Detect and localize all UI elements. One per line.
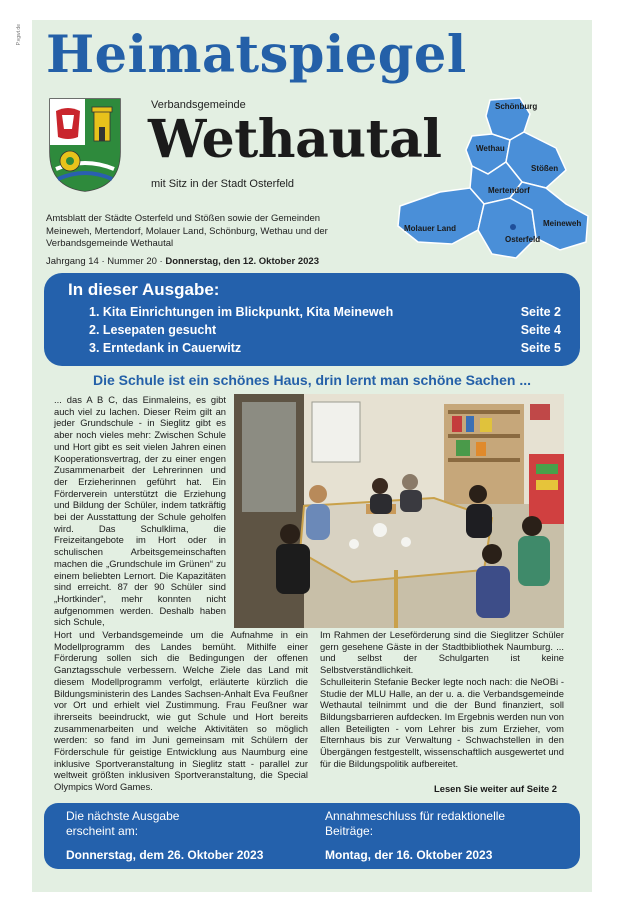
toc-item-page: Seite 2 <box>520 305 561 319</box>
region-map <box>360 92 592 272</box>
association-label: Verbandsgemeinde <box>151 99 246 111</box>
toc-item-page: Seite 4 <box>520 323 561 337</box>
article-column-right <box>320 629 564 769</box>
article-column-wide: Hort und Verbandsgemeinde um die Aufnahme in ein Modellprogramm des Landes bemüht. Mithilfe einer Förderung sollen sich die Bedingungen der offenen Ganztagsschule verbessern. Welche Ziele das Land mit diesem Modellprogramm verfolgt, erläuterte kürzlich die Bildungsministerin des Landes Sachsen-Anhalt Eva Feußner vor Ort und erhielt viel Zustimmung. Frau Feußner war ihrerseits beeindruckt, wie gut Schule und Hort bereits zusammenarbeiten und welche Aktivitäten so möglich werden: so fand im Juni gemeinsam mit Schülern der Förderschule für geistige Entwicklung aus Naumburg eine inklusive Sportveranstaltung in Sieglitz statt - parallel zur weltweit größten inklusiven Sportveranstaltung, die Special Olympics Word Games. <box>54 629 308 793</box>
issue-line <box>46 256 319 267</box>
newspaper-page <box>32 20 592 892</box>
deadline-label: Annahmeschluss für redaktionelle Beiträge: <box>325 809 506 838</box>
next-issue-date: Donnerstag, dem 26. Oktober 2023 <box>66 848 264 862</box>
toc-item-label: 2. Lesepaten gesucht <box>89 323 217 337</box>
toc-item-label: 3. Erntedank in Cauerwitz <box>89 341 242 355</box>
footer-box <box>44 803 580 869</box>
continued-link[interactable]: Lesen Sie weiter auf Seite 2 <box>434 783 557 794</box>
map-label-schoenburg: Schönburg <box>495 102 538 111</box>
toc-item[interactable] <box>89 305 561 319</box>
issue-info: Jahrgang 14 · Nummer 20 · <box>46 256 166 267</box>
municipality-name: Wethautal <box>148 109 442 170</box>
article-paragraph: Im Rahmen der Leseförderung sind die Sieglitzer Schüler gern gesehene Gäste in der Stadtbibliothek Naumburg. ... und selbst der Schulgarten ist keine Selbstverständlichkeit. <box>320 629 564 676</box>
issue-date: Donnerstag, den 12. Oktober 2023 <box>165 256 319 267</box>
map-label-wethau: Wethau <box>476 144 505 153</box>
classroom-photo <box>234 394 564 628</box>
article-headline: Die Schule ist ein schönes Haus, drin lernt man schöne Sachen ... <box>92 372 531 388</box>
amtsblatt-text: Amtsblatt der Städte Osterfeld und Stößen sowie der Gemeinden Meineweh, Mertendorf, Molauer Land, Schönburg, Wethau und der Verbandsgemeinde Wethautal <box>46 213 328 249</box>
map-label-osterfeld: Osterfeld <box>505 235 541 244</box>
toc-item-label: 1. Kita Einrichtungen im Blickpunkt, Kita Meineweh <box>89 305 394 319</box>
map-label-stoessen: Stößen <box>531 164 559 173</box>
map-label-meineweh: Meineweh <box>543 219 582 228</box>
map-label-molauer-land: Molauer Land <box>404 224 457 233</box>
table-of-contents <box>44 273 580 366</box>
masthead-title: Heimatspiegel <box>46 25 467 85</box>
toc-item[interactable] <box>89 323 561 337</box>
toc-title: In dieser Ausgabe: <box>68 280 220 299</box>
deadline-date: Montag, der 16. Oktober 2023 <box>325 848 493 862</box>
toc-item-page: Seite 5 <box>520 341 561 355</box>
article-paragraph: Schulleiterin Stefanie Becker legte noch nach: die NeOBi - Studie der MLU Halle, an der u. a. die Verbandsgemeinde Wethautal teilnimmt und die der Bund finanziert, soll Bildungsbarrieren aufdecken. Im Ergebnis werden nun von allen Beteiligten - vom Lehrer bis zum Erzieher, vom Elternhaus bis zur Verwaltung - Schwachstellen in den Übergängen festgestellt, wissenschaftlich ausgewertet und für die Bildungspolitik aufbereitet. <box>320 675 564 769</box>
map-label-mertendorf: Mertendorf <box>488 186 530 195</box>
coat-of-arms-icon <box>48 97 122 193</box>
seat-label: mit Sitz in der Stadt Osterfeld <box>151 178 295 190</box>
next-issue-label: Die nächste Ausgabe erscheint am: <box>66 809 180 838</box>
side-note: P.vgwt.de <box>16 24 22 46</box>
article-column-left: ... das A B C, das Einmaleins, es gibt auch viel zu lachen. Dieser Reim gilt an jeder Grundschule - in Sieglitz gibt es aber noch vieles mehr: Zwischen Schule und Hort gibt es seit vielen Jahren einen Kooperationsvertrag, der zu einer engen Zusammenarbeit der Lehrerinnen und der Erzieherinnen geführt hat. Ein Förderverein unterstützt die Erziehung und Bildung der Schüler, indem tatkräftig bei der Ausstattung der Schule geholfen wird. Das Schulklima, die Freizeitangebote im Hort oder in schulischen Arbeitsgemeinschaften machen die „Grundschule im Grünen“ zu einem beliebten Lernort. Die Kapazitäten sind erreicht. 87 der 90 Schüler sind „Hortkinder“, mehr konnten nicht aufgenommen werden. Deshalb haben sich Schule, <box>54 394 226 628</box>
toc-item[interactable] <box>89 341 561 355</box>
